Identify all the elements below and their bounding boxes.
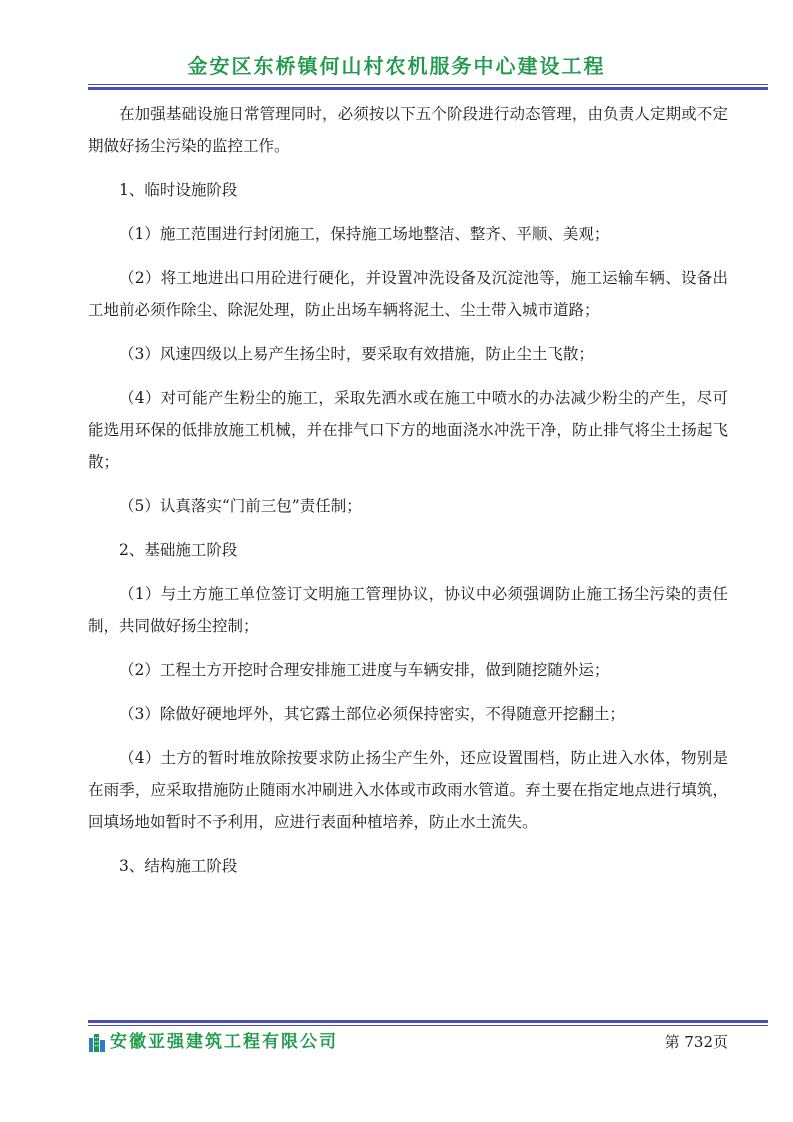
paragraph-intro: 在加强基础设施日常管理同时，必须按以下五个阶段进行动态管理，由负责人定期或不定期做好扬尘污染的监控工作。	[88, 105, 728, 155]
list-item-1-4: （4）对可能产生粉尘的施工，采取先洒水或在施工中喷水的办法减少粉尘的产生，尽可能选用环保的低排放施工机械，并在排气口下方的地面浇水冲洗干净，防止排气将尘土扬起飞散；	[88, 389, 728, 471]
list-item-2-3: （3）除做好硬地坪外，其它露土部位必须保持密实，不得随意开挖翻土；	[119, 705, 625, 723]
header-rule-thin	[88, 84, 768, 85]
list-item-2-4: （4）土方的暂时堆放除按要求防止扬尘产生外，还应设置围档，防止进入水体，物别是在雨季，应采取措施防止随雨水冲刷进入水体或市政雨水管道。弃土要在指定地点进行填筑，回填场地如暂时不予利用，应进行表面种植培养，防止水土流失。	[88, 749, 728, 831]
page-header	[0, 52, 793, 80]
header-rule-thick	[88, 87, 768, 90]
building-logo-icon	[88, 1032, 106, 1052]
document-body	[88, 98, 728, 882]
list-item-2-1: （1）与土方施工单位签订文明施工管理协议，协议中必须强调防止施工扬尘污染的责任制，共同做好扬尘控制；	[88, 585, 728, 635]
page-number: 第 732页	[664, 1033, 728, 1051]
list-item-1-2: （2）将工地进出口用砼进行硬化，并设置冲洗设备及沉淀池等，施工运输车辆、设备出工地前必须作除尘、除泥处理，防止出场车辆将泥土、尘土带入城市道路；	[88, 269, 728, 319]
section-heading-2: 2、基础施工阶段	[119, 541, 238, 559]
company-name: 安徽亚强建筑工程有限公司	[110, 1032, 338, 1052]
list-item-1-1: （1）施工范围进行封闭施工，保持施工场地整洁、整齐、平顺、美观；	[119, 225, 610, 243]
list-item-2-2: （2）工程土方开挖时合理安排施工进度与车辆安排，做到随挖随外运；	[119, 661, 610, 679]
list-item-1-5: （5）认真落实“门前三包”责任制；	[119, 497, 362, 515]
page-footer	[88, 1028, 728, 1058]
footer-rule-thin	[88, 1025, 768, 1026]
footer-rule-thick	[88, 1020, 768, 1023]
list-item-1-3: （3）风速四级以上易产生扬尘时，要采取有效措施，防止尘土飞散；	[119, 345, 594, 363]
section-heading-3: 3、结构施工阶段	[119, 857, 238, 875]
section-heading-1: 1、临时设施阶段	[119, 181, 238, 199]
document-title: 金安区东桥镇何山村农机服务中心建设工程	[187, 54, 606, 78]
